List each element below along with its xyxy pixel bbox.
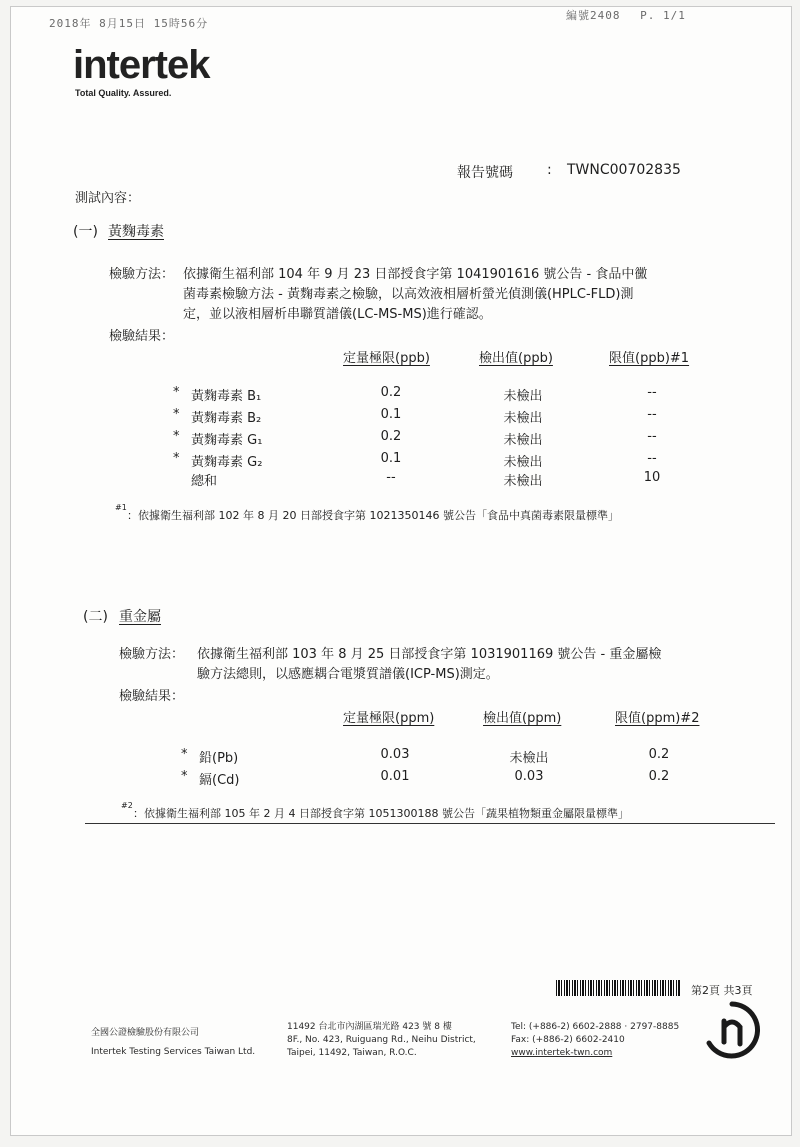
row-analyte: 總和 — [191, 474, 218, 489]
section-2-number: (二) — [83, 609, 108, 625]
address-line: 11492 台北市內湖區瑞光路 423 號 8 樓 — [287, 1022, 452, 1032]
section-2-method-label: 檢驗方法： — [119, 647, 185, 662]
section-2-col-detected: 檢出值(ppm) — [483, 711, 562, 726]
section-2-col-limit: 限值(ppm)#2 — [615, 711, 700, 726]
contact-website: www.intertek-twn.com — [511, 1048, 613, 1058]
row-analyte: 黃麴毒素 G₂ — [191, 455, 263, 470]
footnote-2: ：依據衛生福利部 105 年 2 月 4 日部授食字第 1051300188 號公告「蔬果植物類重金屬限量標準」 — [133, 807, 629, 820]
row-analyte: 鎘(Cd) — [199, 773, 240, 788]
row-loq: -- — [386, 470, 396, 485]
address-line: 8F., No. 423, Ruiguang Rd., Neihu District, — [287, 1035, 476, 1045]
footnote-1-mark: #1 — [115, 503, 127, 512]
row-detected: 0.03 — [514, 769, 544, 784]
section-1-number: (一) — [73, 224, 98, 240]
section-1-col-detected: 檢出值(ppb) — [479, 351, 553, 366]
footer-contact — [511, 1021, 679, 1060]
row-star: * — [173, 429, 180, 444]
footnote-1: ：依據衛生福利部 102 年 8 月 20 日部授食字第 1021350146 號公告「食品中真菌毒素限量標準」 — [127, 509, 619, 522]
section-2-method-line: 依據衛生福利部 103 年 8 月 25 日部授食字第 1031901169 號公告 - 重金屬檢 — [197, 647, 662, 662]
row-loq: 0.01 — [380, 769, 410, 784]
section-1-col-loq: 定量極限(ppb) — [343, 351, 430, 366]
section-1-method-line: 菌毒素檢驗方法 - 黃麴毒素之檢驗，以高效液相層析螢光偵測儀(HPLC-FLD)測 — [183, 287, 634, 302]
row-limit: 0.2 — [648, 769, 670, 784]
row-detected: 未檢出 — [509, 751, 549, 766]
row-analyte: 黃麴毒素 B₂ — [191, 411, 262, 426]
row-star: * — [181, 769, 188, 784]
row-limit: -- — [647, 451, 657, 466]
row-analyte: 黃麴毒素 B₁ — [191, 389, 262, 404]
row-detected: 未檢出 — [503, 455, 543, 470]
row-star: * — [173, 451, 180, 466]
section-1-result-label: 檢驗結果： — [109, 329, 175, 344]
row-limit: 10 — [643, 470, 661, 485]
logo-tagline: Total Quality. Assured. — [75, 88, 172, 98]
page-number: 第2頁 共3頁 — [691, 984, 753, 997]
section-2-heading: 重金屬 — [119, 609, 161, 625]
contact-fax: Fax: (+886-2) 6602-2410 — [511, 1035, 625, 1045]
footnote-2-mark: #2 — [121, 801, 133, 810]
section-1-col-limit: 限值(ppb)#1 — [609, 351, 690, 366]
intertek-emblem-icon — [701, 999, 763, 1061]
row-limit: -- — [647, 385, 657, 400]
row-star: * — [173, 385, 180, 400]
section-1-method-label: 檢驗方法： — [109, 267, 175, 282]
footer-address — [287, 1021, 476, 1060]
report-number-label: 報告號碼 — [457, 165, 513, 181]
row-detected: 未檢出 — [503, 411, 543, 426]
section-1-heading: 黃麴毒素 — [108, 224, 164, 240]
company-name-en: Intertek Testing Services Taiwan Ltd. — [91, 1047, 256, 1057]
row-star: * — [181, 747, 188, 762]
section-2-method-line: 驗方法總則，以感應耦合電漿質譜儀(ICP-MS)測定。 — [197, 667, 499, 682]
row-detected: 未檢出 — [503, 433, 543, 448]
barcode — [556, 980, 681, 996]
section-2-result-label: 檢驗結果： — [119, 689, 185, 704]
fax-page-info: 編號2408 P. 1/1 — [566, 9, 686, 22]
fax-timestamp: 2018年 8月15日 15時56分 — [49, 17, 209, 30]
row-limit: -- — [647, 407, 657, 422]
report-number: TWNC00702835 — [567, 162, 681, 178]
row-loq: 0.03 — [380, 747, 410, 762]
row-detected: 未檢出 — [503, 389, 543, 404]
footer-company — [91, 1027, 255, 1059]
contact-tel: Tel: (+886-2) 6602-2888 · 2797-8885 — [511, 1022, 680, 1032]
section-1-method-line: 依據衛生福利部 104 年 9 月 23 日部授食字第 1041901616 號公告 - 食品中黴 — [183, 267, 648, 282]
section-1-method-line: 定，並以液相層析串聯質譜儀(LC-MS-MS)進行確認。 — [183, 307, 492, 322]
row-analyte: 鉛(Pb) — [199, 751, 239, 766]
row-detected: 未檢出 — [503, 474, 543, 489]
row-loq: 0.1 — [380, 407, 402, 422]
row-analyte: 黃麴毒素 G₁ — [191, 433, 263, 448]
report-page — [10, 6, 792, 1136]
row-loq: 0.2 — [380, 385, 402, 400]
company-name-zh: 全國公證檢驗股份有限公司 — [91, 1028, 200, 1038]
row-limit: -- — [647, 429, 657, 444]
row-limit: 0.2 — [648, 747, 670, 762]
section-2-col-loq: 定量極限(ppm) — [343, 711, 435, 726]
address-line: Taipei, 11492, Taiwan, R.O.C. — [287, 1048, 417, 1058]
end-rule — [85, 823, 775, 824]
row-loq: 0.1 — [380, 451, 402, 466]
row-loq: 0.2 — [380, 429, 402, 444]
report-number-separator: : — [547, 162, 552, 178]
test-content-heading: 測試內容： — [75, 191, 141, 206]
intertek-logo: intertek — [73, 43, 210, 87]
row-star: * — [173, 407, 180, 422]
